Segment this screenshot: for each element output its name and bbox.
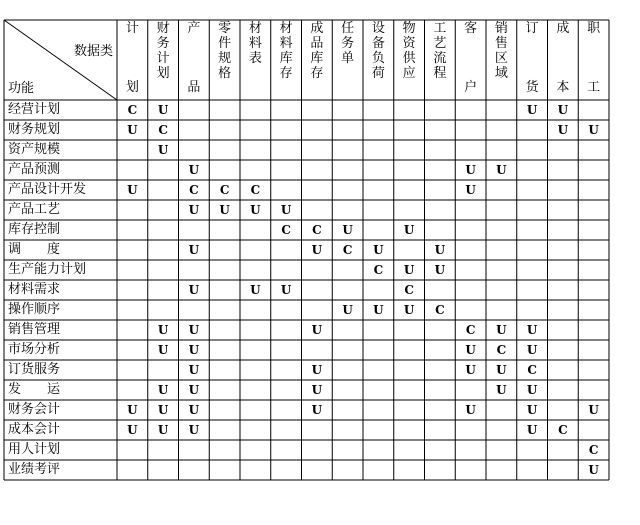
- cell-create-mark: C: [158, 123, 168, 137]
- cell-use-mark: U: [342, 303, 353, 317]
- column-header-bottom: [187, 80, 200, 95]
- column-header-char: 库: [279, 51, 293, 66]
- corner-label-data-class: 数据类: [74, 44, 114, 59]
- column-header: [394, 21, 425, 99]
- column-header-char: 设: [371, 21, 385, 36]
- cell-use-mark: U: [496, 163, 507, 177]
- column-header-char: 工: [587, 80, 601, 95]
- cell-use-mark: U: [127, 183, 138, 197]
- cell-use-mark: U: [127, 423, 138, 437]
- column-header-char: 计: [156, 51, 170, 66]
- cell-use-mark: U: [588, 463, 599, 477]
- corner-label-function: 功能: [8, 81, 35, 96]
- cell-use-mark: U: [188, 363, 200, 377]
- column-header-top: [433, 21, 446, 81]
- column-header-char: 表: [248, 51, 262, 66]
- cell-use-mark: U: [526, 403, 538, 417]
- row-label: 资产规模: [8, 142, 61, 157]
- cell-use-mark: U: [434, 243, 446, 257]
- row-label: 用人计划: [8, 442, 61, 457]
- column-header-char: 料: [248, 36, 262, 51]
- cell-use-mark: U: [434, 263, 446, 277]
- column-header-char: 销: [494, 21, 508, 36]
- column-header: [117, 21, 148, 99]
- row-label: 库存控制: [8, 222, 61, 237]
- cell-use-mark: U: [588, 123, 599, 137]
- column-header-char: 订: [525, 21, 539, 36]
- column-header-char: 产: [187, 21, 201, 36]
- cell-use-mark: U: [526, 323, 538, 337]
- column-header: [209, 21, 240, 99]
- cell-use-mark: U: [526, 383, 538, 397]
- column-header-top: [157, 21, 170, 81]
- column-header-char: 成: [556, 21, 570, 36]
- column-header-char: 计: [125, 21, 139, 36]
- cell-create-mark: C: [435, 303, 445, 317]
- column-header-char: 备: [371, 36, 385, 51]
- cell-use-mark: U: [127, 123, 138, 137]
- cell-use-mark: U: [188, 203, 200, 217]
- row-label: 材料需求: [8, 282, 61, 297]
- column-header: [548, 21, 579, 99]
- column-header-bottom: [587, 80, 600, 95]
- column-header-char: 规: [218, 51, 232, 66]
- column-header: [363, 21, 394, 99]
- row-label: 成本会计: [8, 422, 61, 437]
- column-header-top: [310, 21, 323, 81]
- column-header-bottom: [464, 80, 477, 95]
- column-header-char: 存: [310, 66, 324, 81]
- cell-use-mark: U: [157, 343, 169, 357]
- row-label: 产品工艺: [8, 202, 61, 217]
- column-header-char: 流: [433, 51, 447, 66]
- column-header-bottom: [126, 80, 139, 95]
- column-header-char: 物: [402, 21, 416, 36]
- column-header-char: 件: [218, 36, 232, 51]
- cell-use-mark: U: [557, 123, 569, 137]
- column-header-char: 货: [525, 80, 539, 95]
- cell-use-mark: U: [496, 323, 507, 337]
- column-header-top: [372, 21, 385, 81]
- cell-create-mark: C: [373, 263, 384, 277]
- cell-use-mark: U: [157, 103, 169, 117]
- column-header: [517, 21, 548, 99]
- cell-use-mark: U: [188, 163, 200, 177]
- cell-use-mark: U: [557, 103, 569, 117]
- cell-create-mark: C: [312, 223, 322, 237]
- column-header-char: 艺: [433, 36, 447, 51]
- row-label: 销售管理: [8, 322, 61, 337]
- column-header-char: 域: [494, 66, 508, 81]
- column-header-char: 库: [310, 51, 324, 66]
- column-header-char: 划: [156, 66, 170, 81]
- column-header-char: 荷: [371, 66, 385, 81]
- column-header-top: [280, 21, 293, 81]
- cell-use-mark: U: [311, 243, 323, 257]
- column-header-top: [495, 21, 508, 81]
- column-header-char: 户: [464, 80, 478, 95]
- column-header-char: 工: [433, 21, 447, 36]
- cell-create-mark: C: [219, 183, 230, 197]
- cell-use-mark: U: [465, 343, 476, 357]
- column-header-top: [587, 21, 600, 36]
- row-label: 业绩考评: [8, 462, 61, 477]
- cell-use-mark: U: [280, 203, 292, 217]
- cell-use-mark: U: [250, 203, 261, 217]
- cell-use-mark: U: [157, 423, 169, 437]
- cell-create-mark: C: [558, 423, 568, 437]
- column-header-char: 本: [556, 80, 570, 95]
- cell-use-mark: U: [342, 223, 353, 237]
- column-header-char: 格: [218, 66, 232, 81]
- cell-create-mark: C: [527, 363, 537, 377]
- cell-create-mark: C: [496, 343, 507, 357]
- cell-create-mark: C: [465, 323, 476, 337]
- column-header-char: 区: [494, 51, 508, 66]
- cell-use-mark: U: [127, 403, 138, 417]
- column-header: [455, 21, 486, 99]
- cell-use-mark: U: [157, 143, 169, 157]
- column-header-char: 资: [402, 36, 416, 51]
- cell-use-mark: U: [496, 363, 507, 377]
- column-header-top: [218, 21, 231, 81]
- row-label: 发 运: [8, 382, 61, 397]
- column-header-top: [187, 21, 200, 36]
- cell-use-mark: U: [403, 223, 415, 237]
- column-header-top: [249, 21, 262, 66]
- column-header: [179, 21, 210, 99]
- cell-create-mark: C: [342, 243, 353, 257]
- cell-use-mark: U: [311, 403, 323, 417]
- column-header-char: 务: [341, 36, 355, 51]
- row-label: 产品预测: [8, 162, 61, 177]
- row-label: 经营计划: [8, 102, 61, 117]
- column-header-char: 职: [587, 21, 601, 36]
- column-header: [578, 21, 609, 99]
- cell-use-mark: U: [465, 183, 476, 197]
- cell-use-mark: U: [157, 383, 169, 397]
- column-header-char: 零: [218, 21, 232, 36]
- column-header-char: 存: [279, 66, 293, 81]
- column-header-char: 财: [156, 21, 170, 36]
- cell-use-mark: U: [188, 403, 200, 417]
- cell-use-mark: U: [526, 103, 538, 117]
- cell-use-mark: U: [403, 303, 415, 317]
- column-header: [271, 21, 302, 99]
- cell-use-mark: U: [188, 423, 200, 437]
- row-label: 调 度: [8, 242, 61, 257]
- cell-use-mark: U: [588, 403, 599, 417]
- cell-use-mark: U: [311, 383, 323, 397]
- column-header-char: 务: [156, 36, 170, 51]
- column-header: [486, 21, 517, 99]
- cell-use-mark: U: [311, 323, 323, 337]
- cell-create-mark: C: [281, 223, 291, 237]
- cell-use-mark: U: [157, 403, 169, 417]
- cell-use-mark: U: [465, 403, 476, 417]
- column-header: [148, 21, 179, 99]
- cell-use-mark: U: [157, 323, 169, 337]
- cell-use-mark: U: [465, 163, 476, 177]
- row-label: 财务会计: [8, 402, 61, 417]
- cell-create-mark: C: [250, 183, 261, 197]
- row-label: 财务规划: [8, 122, 61, 137]
- cell-use-mark: U: [311, 363, 323, 377]
- column-header-char: 材: [279, 21, 293, 36]
- cell-create-mark: C: [404, 283, 414, 297]
- column-header-char: 供: [402, 51, 416, 66]
- cell-create-mark: C: [588, 443, 599, 457]
- cell-use-mark: U: [188, 283, 200, 297]
- column-header-char: 负: [371, 51, 385, 66]
- column-header-char: 应: [402, 66, 416, 81]
- column-header-char: 料: [279, 36, 293, 51]
- column-header-top: [126, 21, 139, 36]
- cell-use-mark: U: [188, 323, 200, 337]
- column-header: [425, 21, 456, 99]
- cell-use-mark: U: [496, 383, 507, 397]
- cell-use-mark: U: [280, 283, 292, 297]
- column-header-char: 单: [341, 51, 355, 66]
- column-header-char: 程: [433, 66, 447, 81]
- row-label: 订货服务: [8, 362, 61, 377]
- column-header: [240, 21, 271, 99]
- column-header-char: 材: [248, 21, 262, 36]
- column-header-top: [403, 21, 416, 81]
- column-header-char: 品: [310, 36, 324, 51]
- cell-use-mark: U: [465, 363, 476, 377]
- cell-create-mark: C: [189, 183, 199, 197]
- column-header-char: 任: [341, 21, 355, 36]
- column-header: [302, 21, 333, 99]
- column-header-char: 客: [464, 21, 478, 36]
- cell-create-mark: C: [127, 103, 138, 117]
- cell-use-mark: U: [373, 243, 384, 257]
- cell-use-mark: U: [188, 343, 200, 357]
- row-label: 操作顺序: [8, 302, 61, 317]
- column-header-top: [526, 21, 539, 36]
- column-header-char: 划: [125, 80, 139, 95]
- cell-use-mark: U: [188, 383, 200, 397]
- row-label: 产品设计开发: [8, 182, 87, 197]
- cell-use-mark: U: [373, 303, 384, 317]
- column-header-char: 成: [310, 21, 324, 36]
- row-label: 生产能力计划: [8, 262, 87, 277]
- cell-use-mark: U: [188, 243, 200, 257]
- column-header-top: [556, 21, 569, 36]
- column-header-bottom: [526, 80, 539, 95]
- cell-use-mark: U: [526, 423, 538, 437]
- column-header-char: 售: [494, 36, 508, 51]
- column-header-top: [341, 21, 354, 66]
- row-label: 市场分析: [8, 342, 61, 357]
- cell-use-mark: U: [526, 343, 538, 357]
- cell-use-mark: U: [219, 203, 230, 217]
- column-header-top: [464, 21, 477, 36]
- column-header: [332, 21, 363, 99]
- cell-use-mark: U: [250, 283, 261, 297]
- column-header-char: 品: [187, 80, 201, 95]
- cell-use-mark: U: [403, 263, 415, 277]
- column-header-bottom: [556, 80, 569, 95]
